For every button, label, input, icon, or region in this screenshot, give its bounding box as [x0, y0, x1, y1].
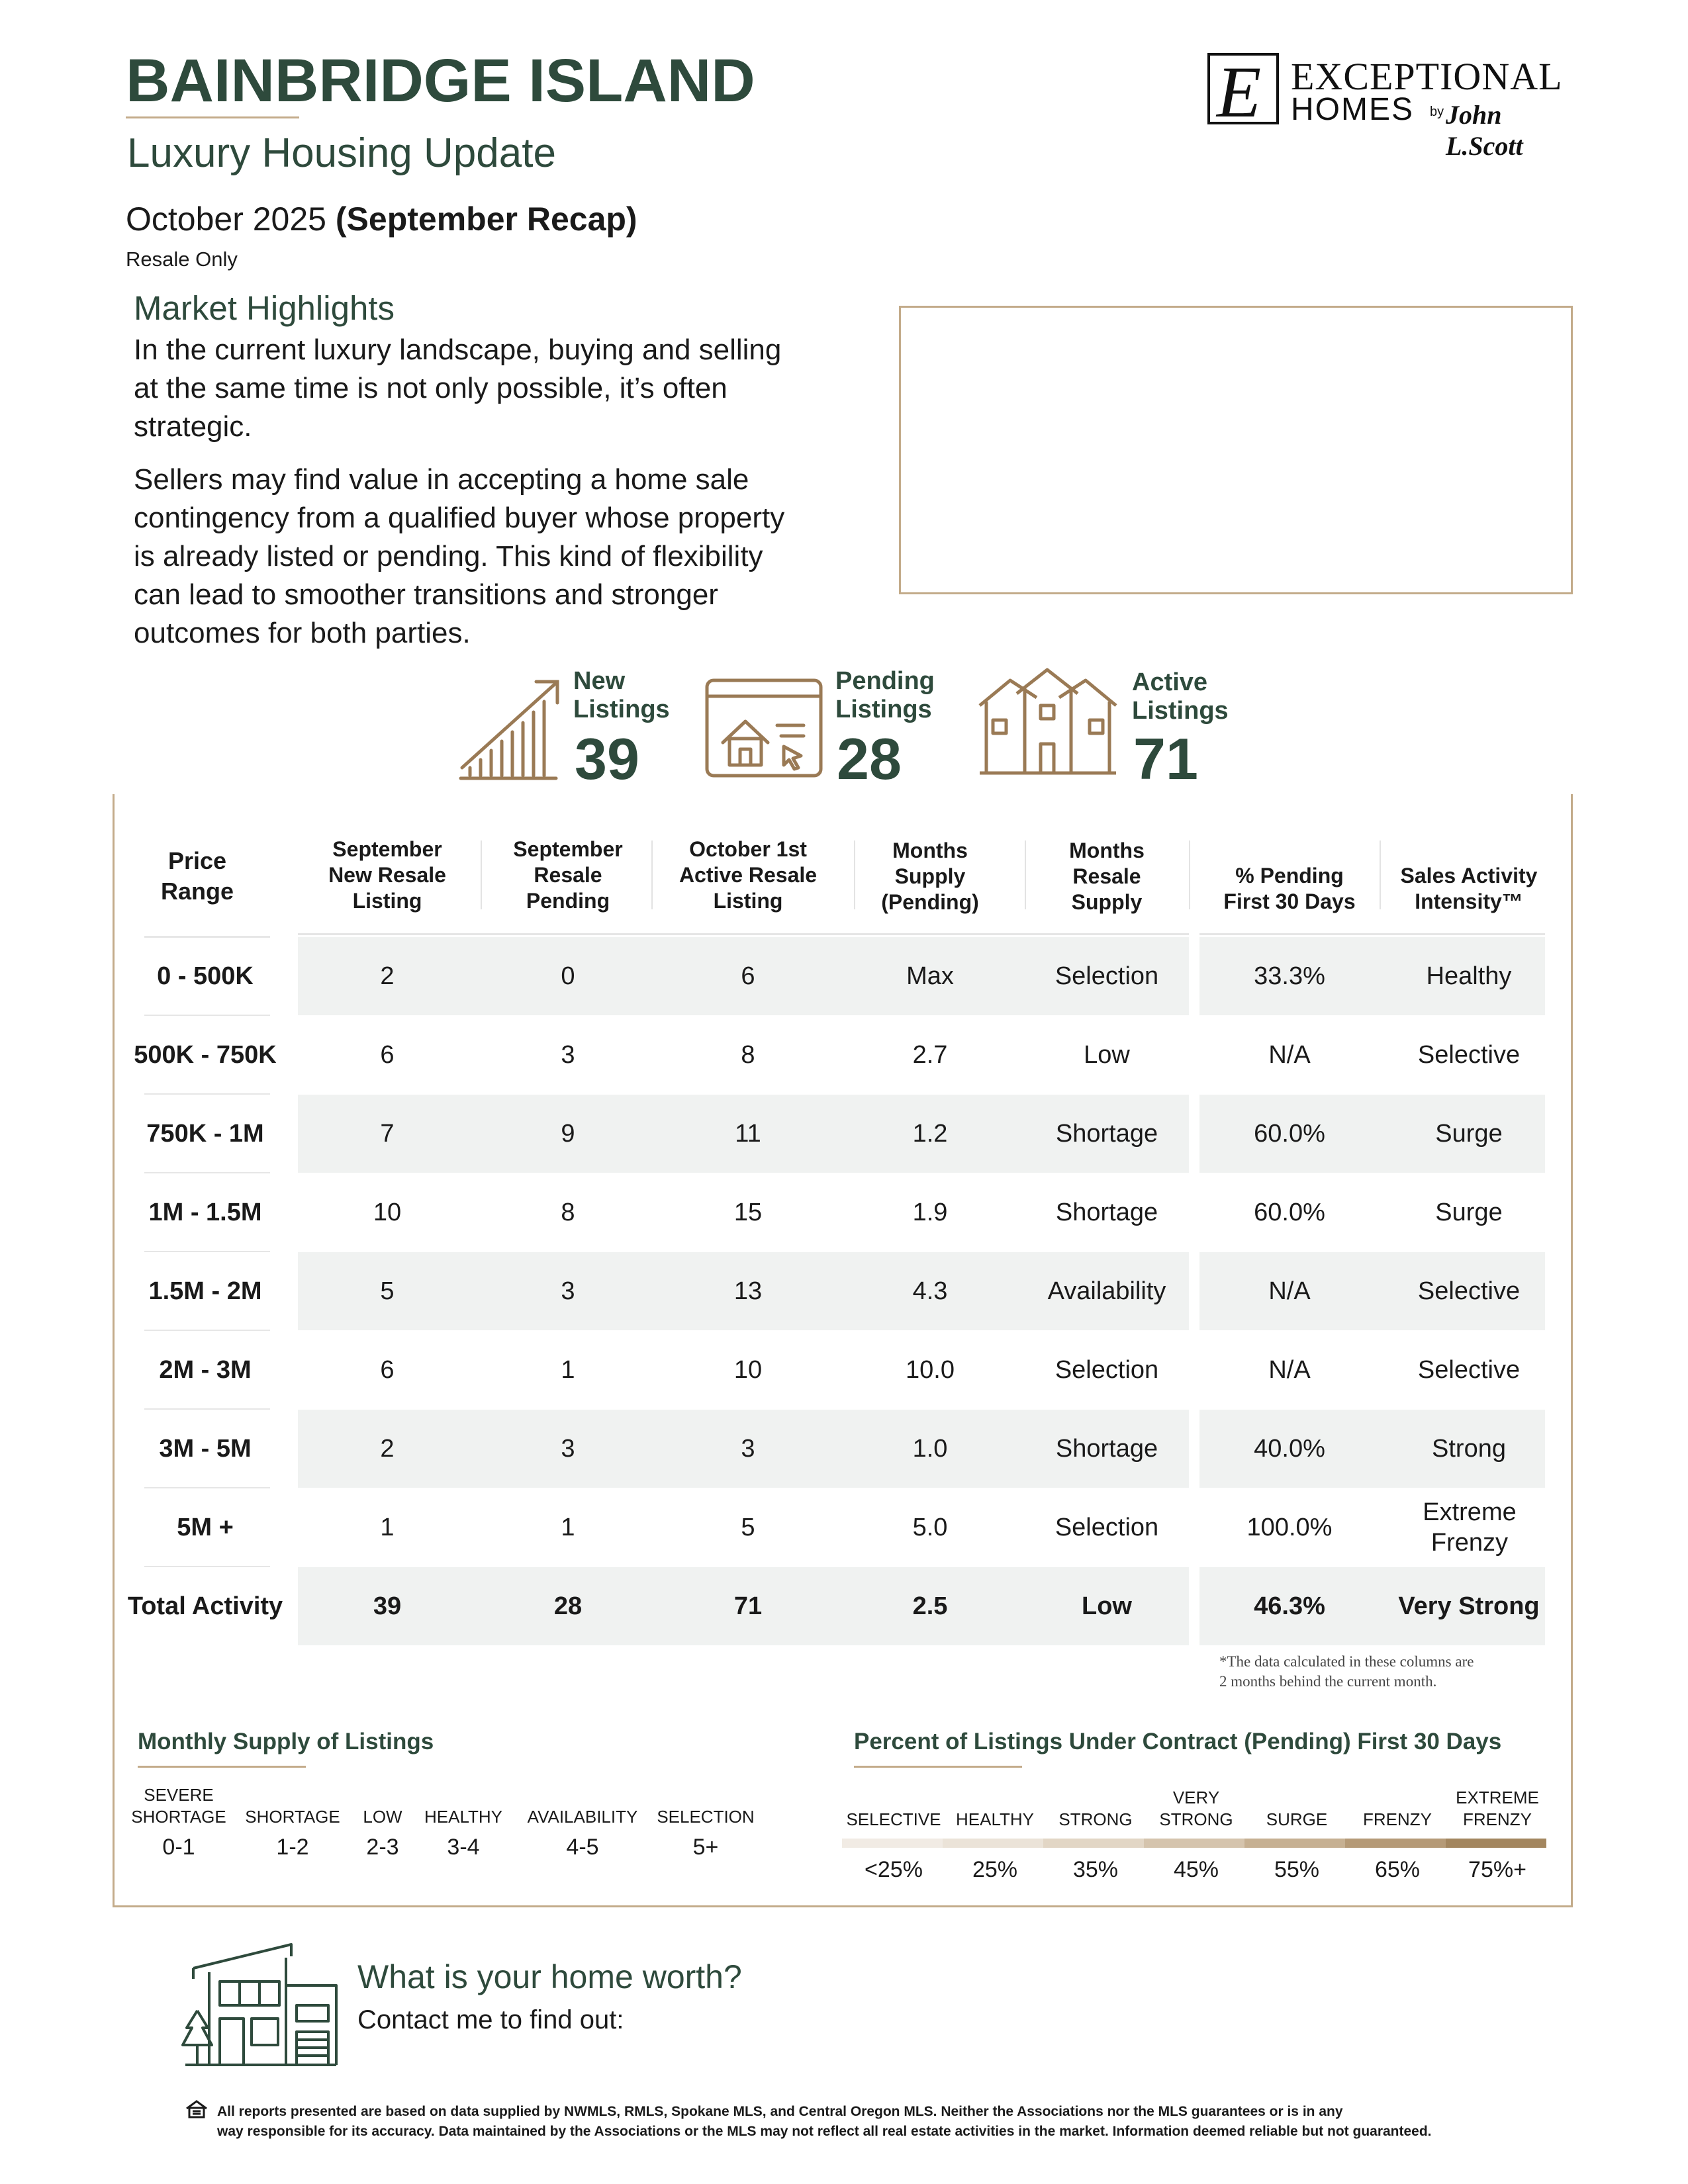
col-header-sales-intensity	[1380, 863, 1558, 915]
disclaimer-line: All reports presented are based on data supplied by NWMLS, RMLS, Spokane MLS, and Central Oregon MLS. Neither the Associations nor the MLS guarantees or is in any	[217, 2104, 1343, 2119]
total-new: 39	[373, 1592, 402, 1620]
logo-by: by	[1430, 105, 1444, 119]
legend-label-line: FRENZY	[1463, 1809, 1532, 1829]
legend-label-line: VERY	[1172, 1788, 1220, 1807]
pending-legend-value: <25%	[865, 1857, 923, 1882]
col-header-months-supply-pending	[853, 838, 1008, 915]
supply-legend-label: HEALTHY	[424, 1807, 502, 1827]
cell-active: 8	[741, 1041, 755, 1069]
header-line: Months	[892, 839, 968, 862]
header-line: Supply	[894, 864, 966, 888]
cell-pending: 1	[561, 1356, 575, 1384]
table-footnote	[1219, 1652, 1474, 1692]
cell-supply-pending: 4.3	[912, 1277, 948, 1305]
pending-legend-value: 55%	[1274, 1857, 1320, 1882]
pending-scale-segment	[1244, 1839, 1345, 1848]
pending-scale-segment	[943, 1839, 1043, 1848]
supply-legend-underline	[138, 1766, 306, 1768]
row-divider	[144, 1330, 270, 1331]
col-header-price-range	[131, 846, 263, 907]
row-price-range: 3M - 5M	[159, 1435, 252, 1463]
cell-supply-pending: Max	[906, 962, 954, 990]
cell-pct-pending: N/A	[1268, 1356, 1311, 1384]
cell-new: 2	[380, 962, 395, 990]
header-line: October 1st	[689, 837, 807, 861]
cell-intensity: Selective	[1417, 1356, 1521, 1384]
cell-resale-supply: Selection	[1055, 1356, 1159, 1384]
total-resale-supply: Low	[1082, 1592, 1132, 1620]
stat-label-line: Listings	[573, 696, 670, 723]
col-header-months-resale-supply	[1027, 838, 1186, 915]
stat-label	[1132, 668, 1229, 725]
cell-resale-supply: Shortage	[1055, 1435, 1158, 1463]
cell-intensity: Selective	[1417, 1041, 1521, 1069]
logo-line-homes: HOMES	[1291, 92, 1415, 127]
supply-legend-range: 4-5	[566, 1835, 599, 1860]
page-subtitle: Luxury Housing Update	[127, 130, 556, 176]
pending-legend-label: SELECTIVE	[846, 1809, 941, 1829]
disclaimer	[217, 2102, 1541, 2142]
row-divider	[144, 1408, 270, 1410]
cell-intensity: Surge	[1435, 1120, 1503, 1148]
stat-label-line: Listings	[1132, 697, 1229, 725]
cell-pending: 8	[561, 1199, 575, 1226]
legend-label-line: STRONG	[1159, 1809, 1233, 1829]
header-line: Range	[160, 878, 234, 905]
supply-legend-range: 5+	[692, 1835, 719, 1860]
header-line: (Pending)	[881, 890, 979, 914]
header-line: Supply	[1071, 890, 1143, 914]
row-divider	[144, 1093, 270, 1095]
header-line: New Resale	[328, 863, 446, 887]
total-active: 71	[733, 1592, 763, 1620]
cell-pending: 3	[561, 1435, 575, 1463]
row-price-range: 0 - 500K	[157, 962, 254, 990]
header-line: Resale	[534, 863, 602, 887]
header-separator	[1380, 841, 1381, 909]
cell-pct-pending: 100.0%	[1246, 1514, 1333, 1541]
pending-scale-segment	[1345, 1839, 1446, 1848]
cell-pct-pending: 60.0%	[1254, 1199, 1325, 1226]
cell-supply-pending: 2.7	[912, 1041, 948, 1069]
cell-pct-pending: 33.3%	[1254, 962, 1325, 990]
footnote-line: 2 months behind the current month.	[1219, 1673, 1437, 1690]
report-date	[126, 200, 637, 238]
col-header-active-listing	[655, 837, 841, 914]
cell-active: 3	[741, 1435, 755, 1463]
cell-new: 5	[380, 1277, 395, 1305]
stat-label-line: Pending	[835, 667, 935, 695]
cell-active: 15	[733, 1199, 763, 1226]
total-pending: 28	[553, 1592, 583, 1620]
row-price-range: 1M - 1.5M	[148, 1199, 262, 1226]
pending-legend-label: FRENZY	[1363, 1809, 1432, 1829]
home-worth-subtitle: Contact me to find out:	[357, 2005, 624, 2034]
total-supply-pending: 2.5	[912, 1592, 948, 1620]
cell-resale-supply: Availability	[1047, 1277, 1166, 1305]
cell-active: 10	[733, 1356, 763, 1384]
row-divider	[144, 1251, 270, 1252]
header-line: Listing	[352, 889, 422, 913]
pending-legend-label	[1446, 1787, 1549, 1831]
resale-note: Resale Only	[126, 248, 238, 271]
cell-pending: 0	[561, 962, 575, 990]
equal-housing-icon	[185, 2099, 208, 2119]
header-separator	[1189, 841, 1190, 909]
rising-bars-arrow-icon	[457, 675, 576, 782]
cell-new: 7	[380, 1120, 395, 1148]
header-divider	[298, 933, 1189, 935]
highlight-paragraph: In the current luxury landscape, buying and selling at the same time is not only possible, it’s often strategic.	[134, 334, 782, 443]
col-header-pct-pending	[1197, 863, 1382, 915]
photo-placeholder-frame	[899, 306, 1573, 594]
header-line: September	[513, 837, 623, 861]
cell-supply-pending: 1.9	[912, 1199, 948, 1226]
pending-legend-value: 25%	[972, 1857, 1018, 1882]
supply-legend-label: SHORTAGE	[245, 1807, 340, 1827]
cell-resale-supply: Low	[1084, 1041, 1130, 1069]
stat-pending-listings-value: 28	[837, 726, 902, 792]
cell-supply-pending: 1.2	[912, 1120, 948, 1148]
header-line: First 30 Days	[1223, 889, 1356, 913]
header-line: Resale	[1072, 864, 1141, 888]
supply-legend-range: 0-1	[162, 1835, 195, 1860]
cell-new: 1	[380, 1514, 395, 1541]
cell-new: 10	[373, 1199, 402, 1226]
supply-legend-range: 1-2	[276, 1835, 309, 1860]
row-price-range: 5M +	[177, 1514, 234, 1541]
row-price-range: 2M - 3M	[159, 1356, 252, 1384]
cell-new: 6	[380, 1041, 395, 1069]
header-line: Price	[167, 847, 227, 874]
row-divider	[144, 1487, 270, 1488]
cell-intensity: Strong	[1432, 1435, 1506, 1463]
header-line: Intensity™	[1415, 889, 1523, 913]
logo-brand-name: John L.Scott	[1446, 100, 1523, 161]
row-divider	[144, 1172, 270, 1173]
header-separator	[481, 841, 482, 909]
pending-scale-segment	[1446, 1839, 1546, 1848]
pending-legend-label: SURGE	[1266, 1809, 1328, 1829]
total-intensity: Very Strong	[1398, 1592, 1540, 1620]
brand-logo	[1207, 52, 1565, 161]
cell-active: 11	[735, 1120, 761, 1148]
cell-supply-pending: 10.0	[906, 1356, 955, 1384]
header-divider	[144, 936, 270, 938]
disclaimer-line: way responsible for its accuracy. Data maintained by the Associations or the MLS may not reflect all real estate activities in the market. Information deemed reliable but not guaranteed.	[217, 2124, 1432, 2139]
home-worth-title: What is your home worth?	[357, 1958, 742, 1995]
cell-active: 5	[741, 1514, 755, 1541]
pending-legend-label: STRONG	[1058, 1809, 1133, 1829]
pending-legend-value: 35%	[1072, 1857, 1119, 1882]
supply-legend-range: 2-3	[366, 1835, 399, 1860]
col-header-resale-pending	[482, 837, 654, 914]
browser-house-cursor-icon	[704, 678, 823, 778]
supply-legend-label: SELECTION	[657, 1807, 755, 1827]
header-line: % Pending	[1235, 864, 1344, 887]
cell-new: 6	[380, 1356, 395, 1384]
row-price-range: 500K - 750K	[134, 1041, 277, 1069]
cell-resale-supply: Shortage	[1055, 1120, 1158, 1148]
logo-mark-letter: E	[1217, 52, 1262, 132]
stat-label-line: Listings	[835, 696, 932, 723]
cell-new: 2	[380, 1435, 395, 1463]
pending-scale-segment	[1043, 1839, 1144, 1848]
header-line: September	[332, 837, 442, 861]
total-row-label: Total Activity	[127, 1592, 283, 1620]
cell-resale-supply: Selection	[1055, 1514, 1159, 1541]
house-icon	[977, 667, 1119, 776]
supply-legend-label: AVAILABILITY	[527, 1807, 638, 1827]
pending-legend-title: Percent of Listings Under Contract (Pending) First 30 Days	[854, 1729, 1502, 1754]
cell-pending: 1	[561, 1514, 575, 1541]
header-divider	[1199, 933, 1545, 935]
stat-active-listings-value: 71	[1133, 726, 1198, 792]
cell-pending: 9	[561, 1120, 575, 1148]
cell-intensity: Selective	[1417, 1277, 1521, 1305]
cell-intensity: Extreme Frenzy	[1423, 1498, 1517, 1557]
stat-label	[573, 667, 670, 724]
pending-legend-label: HEALTHY	[956, 1809, 1034, 1829]
cell-active: 6	[741, 962, 755, 990]
logo-line-exceptional: EXCEPTIONAL	[1291, 55, 1563, 98]
report-month: October 2025	[126, 201, 326, 238]
pending-legend-underline	[854, 1766, 1022, 1768]
cell-pct-pending: N/A	[1268, 1277, 1311, 1305]
cell-intensity: Surge	[1435, 1199, 1503, 1226]
modern-house-icon	[180, 1939, 339, 2069]
cell-supply-pending: 5.0	[912, 1514, 948, 1541]
title-underline	[126, 116, 299, 118]
legend-label-line: SHORTAGE	[131, 1807, 226, 1827]
cell-pending: 3	[561, 1277, 575, 1305]
cell-pct-pending: 40.0%	[1254, 1435, 1325, 1463]
cell-pct-pending: 60.0%	[1254, 1120, 1325, 1148]
stat-label-line: Active	[1132, 668, 1208, 696]
highlight-paragraph: Sellers may find value in accepting a home sale contingency from a qualified buyer whose property is already listed or pending. This kind of flexibility can lead to smoother transitions and stronger outcomes for both parties.	[134, 463, 785, 649]
cell-active: 13	[733, 1277, 763, 1305]
pending-legend-value: 65%	[1374, 1857, 1421, 1882]
header-line: Sales Activity	[1400, 864, 1538, 887]
header-line: Active Resale	[679, 863, 818, 887]
supply-legend-label	[126, 1784, 232, 1828]
pending-legend-value: 75%+	[1468, 1857, 1526, 1882]
cell-pending: 3	[561, 1041, 575, 1069]
cell-resale-supply: Selection	[1055, 962, 1159, 990]
header-line: Months	[1069, 839, 1145, 862]
pending-scale-segment	[842, 1839, 943, 1848]
header-separator	[651, 841, 653, 909]
cell-pct-pending: N/A	[1268, 1041, 1311, 1069]
header-line: Listing	[713, 889, 783, 913]
supply-legend-label: LOW	[363, 1807, 402, 1827]
cell-supply-pending: 1.0	[912, 1435, 948, 1463]
report-recap: (September Recap)	[335, 201, 637, 238]
stat-new-listings-value: 39	[575, 726, 639, 792]
page-title: BAINBRIDGE ISLAND	[126, 47, 755, 114]
row-divider	[144, 1015, 270, 1016]
cell-intensity: Healthy	[1426, 962, 1512, 990]
cell-resale-supply: Shortage	[1055, 1199, 1158, 1226]
pending-scale-segment	[1144, 1839, 1244, 1848]
header-line: Pending	[526, 889, 610, 913]
footnote-line: *The data calculated in these columns are	[1219, 1653, 1474, 1670]
col-header-new-listing	[299, 837, 475, 914]
header-separator	[1025, 841, 1026, 909]
row-price-range: 1.5M - 2M	[148, 1277, 262, 1305]
total-pct-pending: 46.3%	[1254, 1592, 1325, 1620]
stat-label-line: New	[573, 667, 626, 695]
pending-legend-value: 45%	[1173, 1857, 1219, 1882]
market-highlights-title: Market Highlights	[134, 289, 395, 327]
legend-label-line: EXTREME	[1456, 1788, 1539, 1807]
row-divider	[144, 1566, 270, 1567]
supply-legend-title: Monthly Supply of Listings	[138, 1729, 434, 1754]
legend-label-line: SEVERE	[144, 1785, 214, 1805]
stat-label	[835, 667, 935, 724]
pending-legend-label	[1147, 1787, 1246, 1831]
supply-legend-range: 3-4	[447, 1835, 480, 1860]
row-price-range: 750K - 1M	[146, 1120, 264, 1148]
header-separator	[854, 841, 855, 909]
